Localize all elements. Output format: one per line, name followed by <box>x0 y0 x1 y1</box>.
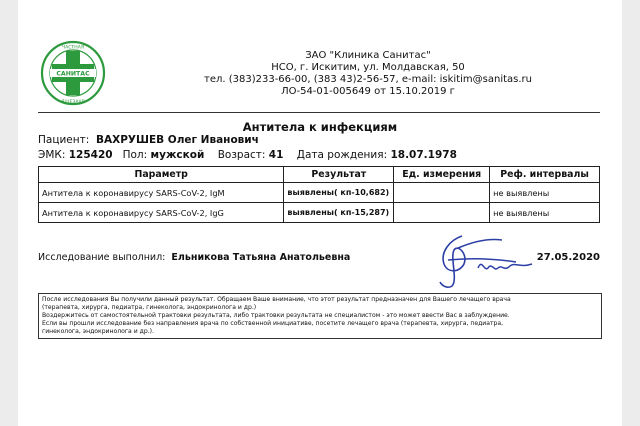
result-cell: выявлены( кп-10,682) <box>284 183 394 203</box>
table-row <box>39 203 600 223</box>
dob-value: 18.07.1978 <box>390 149 457 161</box>
emk-value: 125420 <box>68 149 113 161</box>
clinic-address: НСО, г. Искитим, ул. Молдавская, 50 <box>271 62 465 73</box>
performed-label: Исследование выполнил: <box>38 252 166 263</box>
header-divider <box>38 112 600 113</box>
emk-label: ЭМК: <box>38 149 66 161</box>
result-cell: выявлены( кп-15,287) <box>284 203 394 223</box>
notice-line: Если вы прошли исследование без направления врача по собственной инициативе, посетите лечащего врача (терапевта, хирурга, педиатра, <box>42 319 504 327</box>
svg-text:ЧАСТНАЯ: ЧАСТНАЯ <box>61 45 85 51</box>
notice-box <box>38 293 602 339</box>
patient-details-row <box>38 149 457 161</box>
param-cell: Антитела к коронавирусу SARS-CoV-2, IgM <box>39 183 284 203</box>
table-row <box>39 183 600 203</box>
sex-value: мужской <box>150 149 205 161</box>
svg-text:ЯЩЕЗАУЛ: ЯЩЕЗАУЛ <box>61 100 85 105</box>
age-value: 41 <box>268 149 284 161</box>
unit-cell <box>394 183 490 203</box>
dob-label: Дата рождения: <box>296 149 388 161</box>
svg-text:САНИТАС: САНИТАС <box>56 70 90 78</box>
ref-cell: не выявлены <box>490 203 600 223</box>
unit-cell <box>394 203 490 223</box>
notice-line: После исследования Вы получили данный результат. Обращаем Ваше внимание, что этот результат предназначен для Вашего лечащего врача <box>42 296 511 303</box>
column-header: Реф. интервалы <box>490 167 600 183</box>
results-table <box>38 166 600 223</box>
patient-label: Пациент: <box>38 134 90 146</box>
lab-report-page <box>18 0 622 426</box>
column-header: Результат <box>284 167 394 183</box>
age-label: Возраст: <box>217 149 266 161</box>
patient-name: ВАХРУШЕВ Олег Иванович <box>95 134 259 146</box>
table-header-row <box>39 167 600 183</box>
clinic-license: ЛО-54-01-005649 от 15.10.2019 г <box>281 86 455 97</box>
sex-label: Пол: <box>122 149 148 161</box>
report-date: 27.05.2020 <box>536 252 600 263</box>
notice-line: гинеколога, эндокринолога и др.). <box>42 327 154 335</box>
ref-cell: не выявлены <box>490 183 600 203</box>
notice-line: (терапевта, хирурга, педиатра, гинеколога, эндокринолога и др.) <box>42 303 257 311</box>
sanitas-logo <box>40 40 106 106</box>
performed-name: Ельникова Татьяна Анатольевна <box>171 252 351 263</box>
patient-row <box>38 134 259 146</box>
clinic-name: ЗАО "Клиника Санитас" <box>305 50 431 61</box>
clinic-contacts: тел. (383)233-66-00, (383 43)2-56-57, e-mail: iskitim@sanitas.ru <box>204 74 532 85</box>
column-header: Параметр <box>39 167 284 183</box>
column-header: Ед. измерения <box>394 167 490 183</box>
notice-line: Воздержитесь от самостоятельной трактовки результата, либо трактовки результата не специалистом - это может ввести Вас в заблуждение. <box>42 311 510 319</box>
param-cell: Антитела к коронавирусу SARS-CoV-2, IgG <box>39 203 284 223</box>
document-title: Антитела к инфекциям <box>242 120 398 134</box>
clinic-header <box>138 50 598 98</box>
performed-by-row <box>38 252 600 263</box>
